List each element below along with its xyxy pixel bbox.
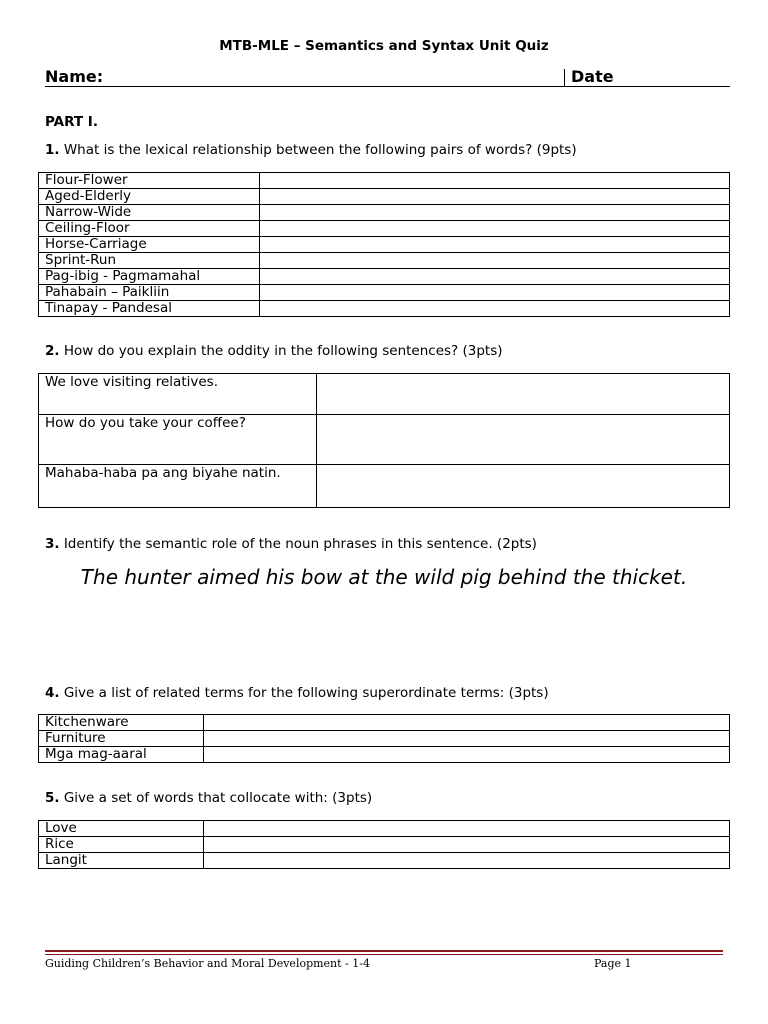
answer-cell[interactable] (260, 301, 730, 317)
question-4 (45, 685, 549, 701)
answer-cell[interactable] (204, 715, 730, 731)
term-cell: Rice (39, 837, 204, 853)
answer-cell[interactable] (204, 731, 730, 747)
table-row (39, 285, 730, 301)
question-4-table (38, 714, 730, 763)
sentence-cell: How do you take your coffee? (39, 415, 317, 465)
question-1 (45, 142, 577, 158)
table-row (39, 221, 730, 237)
sentence-cell: Mahaba-haba pa ang biyahe natin. (39, 465, 317, 508)
answer-cell[interactable] (204, 747, 730, 763)
footer-course-title: Guiding Children’s Behavior and Moral Development - 1-4 (45, 957, 370, 970)
question-4-text: Give a list of related terms for the following superordinate terms: (3pts) (63, 685, 549, 701)
table-row (39, 821, 730, 837)
table-row (39, 173, 730, 189)
question-4-number: 4. (45, 685, 60, 701)
answer-cell[interactable] (260, 221, 730, 237)
word-pair: Flour-Flower (39, 173, 260, 189)
name-date-line (45, 67, 730, 87)
question-3 (45, 536, 537, 552)
table-row (39, 237, 730, 253)
answer-cell[interactable] (260, 205, 730, 221)
table-row (39, 189, 730, 205)
answer-cell[interactable] (260, 189, 730, 205)
table-row (39, 837, 730, 853)
semantic-role-sentence: The hunter aimed his bow at the wild pig behind the thicket. (80, 565, 688, 589)
word-pair: Tinapay - Pandesal (39, 301, 260, 317)
question-5-table (38, 820, 730, 869)
quiz-title: MTB-MLE – Semantics and Syntax Unit Quiz (219, 38, 549, 54)
word-pair: Ceiling-Floor (39, 221, 260, 237)
answer-cell[interactable] (317, 374, 730, 415)
question-2-table (38, 373, 730, 508)
date-separator (564, 69, 565, 86)
table-row (39, 853, 730, 869)
word-pair: Sprint-Run (39, 253, 260, 269)
term-cell: Furniture (39, 731, 204, 747)
question-2 (45, 343, 503, 359)
question-1-number: 1. (45, 142, 60, 158)
word-pair: Narrow-Wide (39, 205, 260, 221)
answer-cell[interactable] (317, 465, 730, 508)
answer-cell[interactable] (204, 853, 730, 869)
question-3-number: 3. (45, 536, 60, 552)
question-1-table (38, 172, 730, 317)
part-label: PART I. (45, 114, 98, 130)
question-5 (45, 790, 372, 806)
table-row (39, 465, 730, 508)
sentence-cell: We love visiting relatives. (39, 374, 317, 415)
question-5-number: 5. (45, 790, 60, 806)
question-2-number: 2. (45, 343, 60, 359)
term-cell: Kitchenware (39, 715, 204, 731)
word-pair: Pahabain – Paikliin (39, 285, 260, 301)
question-2-text: How do you explain the oddity in the following sentences? (3pts) (63, 343, 503, 359)
answer-cell[interactable] (204, 837, 730, 853)
word-pair: Horse-Carriage (39, 237, 260, 253)
table-row (39, 205, 730, 221)
table-row (39, 415, 730, 465)
table-row (39, 374, 730, 415)
answer-cell[interactable] (204, 821, 730, 837)
word-pair: Pag-ibig - Pagmamahal (39, 269, 260, 285)
table-row (39, 747, 730, 763)
word-pair: Aged-Elderly (39, 189, 260, 205)
answer-cell[interactable] (260, 253, 730, 269)
answer-cell[interactable] (260, 237, 730, 253)
question-1-text: What is the lexical relationship between the following pairs of words? (9pts) (63, 142, 577, 158)
term-cell: Love (39, 821, 204, 837)
term-cell: Langit (39, 853, 204, 869)
footer-page-number: Page 1 (594, 957, 632, 970)
table-row (39, 253, 730, 269)
term-cell: Mga mag-aaral (39, 747, 204, 763)
question-3-text: Identify the semantic role of the noun phrases in this sentence. (2pts) (63, 536, 537, 552)
answer-cell[interactable] (260, 269, 730, 285)
question-5-text: Give a set of words that collocate with: (3pts) (63, 790, 373, 806)
answer-cell[interactable] (260, 173, 730, 189)
footer-rule-thin (45, 954, 723, 955)
name-label: Name: (45, 67, 104, 86)
table-row (39, 269, 730, 285)
table-row (39, 731, 730, 747)
footer-rule (45, 950, 723, 952)
table-row (39, 301, 730, 317)
answer-cell[interactable] (260, 285, 730, 301)
date-label: Date (571, 67, 614, 86)
table-row (39, 715, 730, 731)
answer-cell[interactable] (317, 415, 730, 465)
